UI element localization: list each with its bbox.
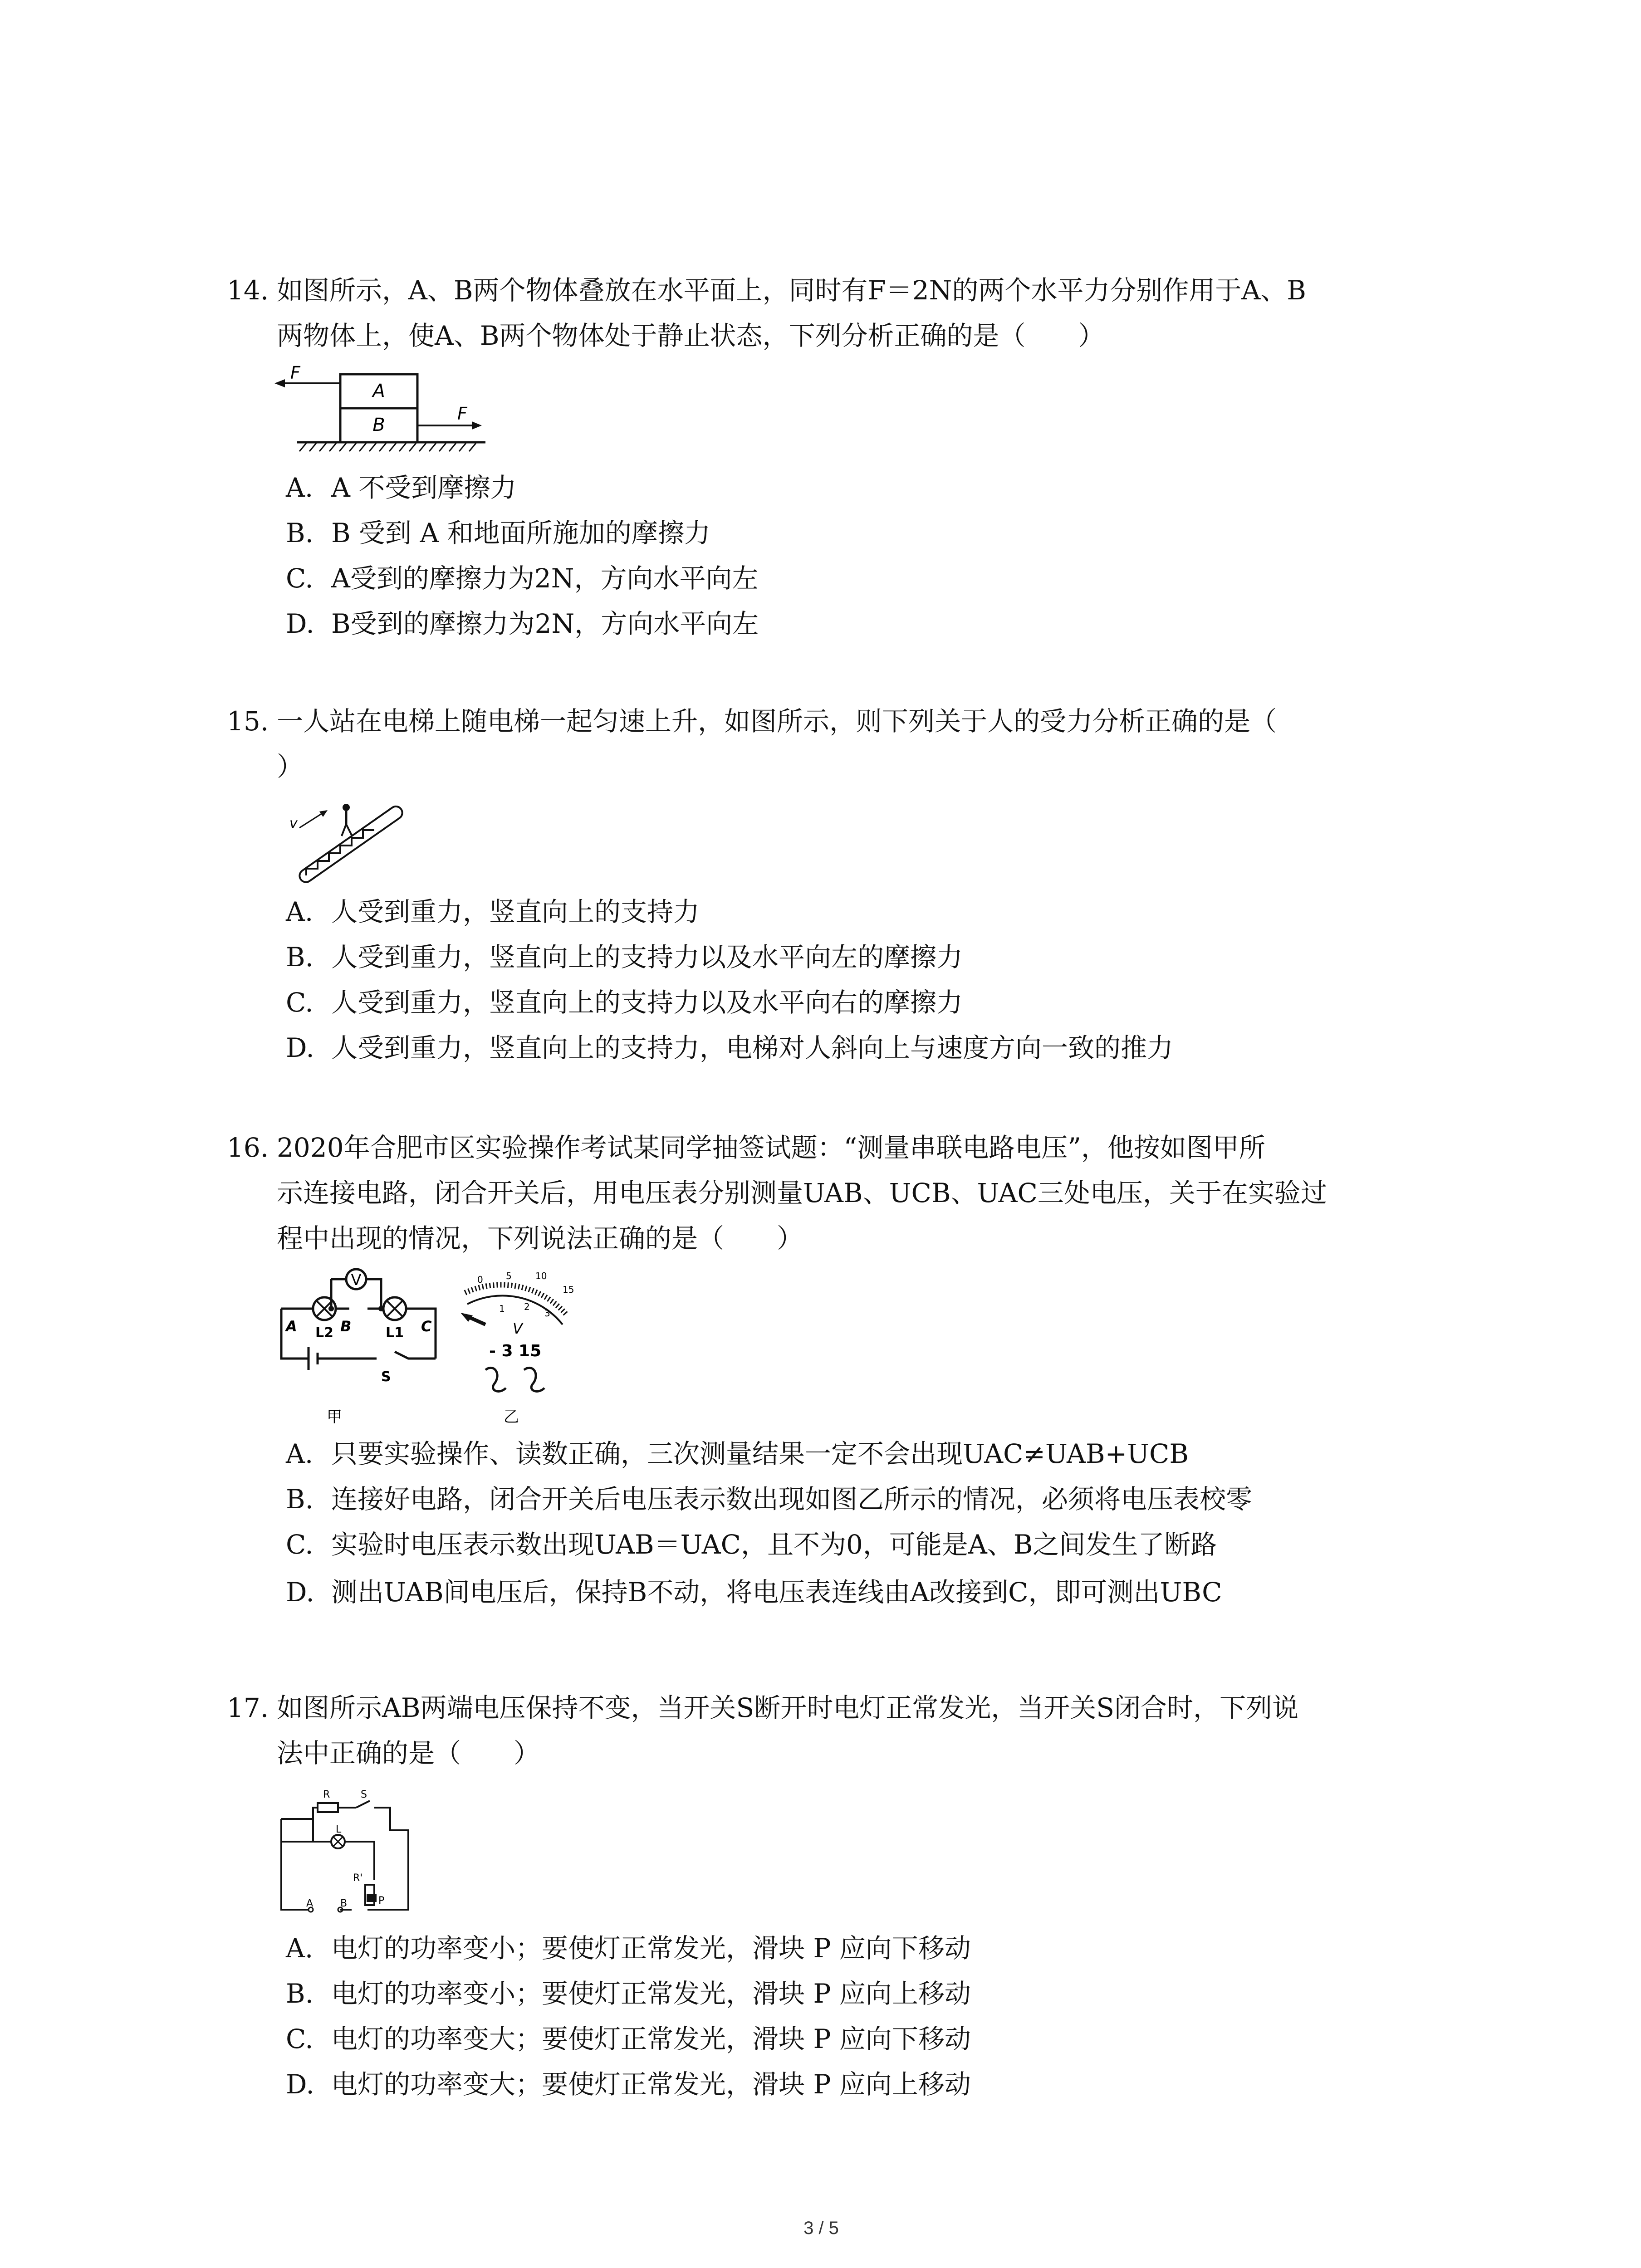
q16-option-b[interactable]: B. 连接好电路，闭合开关后电压表示数出现如图乙所示的情况，必须将电压表校零: [286, 1484, 1253, 1515]
q14-stem-1: 如图所示，A、B两个物体叠放在水平面上，同时有F＝2N的两个水平力分别作用于A、B: [277, 275, 1306, 306]
circuit-jia: [281, 1279, 436, 1370]
meter-lead-2: [524, 1368, 544, 1391]
svg-text:5: 5: [506, 1271, 512, 1281]
escalator-steps: [306, 830, 374, 875]
q15-option-d[interactable]: D. 人受到重力，竖直向上的支持力，电梯对人斜向上与速度方向一致的推力: [286, 1032, 1174, 1063]
q14-option-b[interactable]: B. B 受到 A 和地面所施加的摩擦力: [286, 518, 710, 548]
question-15: [227, 699, 1452, 789]
terminal-b-label: B: [340, 1898, 348, 1909]
person-head: [343, 804, 350, 811]
slider-p-label: P: [378, 1895, 385, 1906]
lamp-label: L: [336, 1824, 342, 1835]
q16-number: 16.: [227, 1132, 269, 1163]
q17-figure-circuit: [272, 1785, 436, 1921]
figure-yi-label: 乙: [504, 1408, 519, 1426]
ground-hatch: [299, 443, 476, 451]
q15-option-b[interactable]: B. 人受到重力，竖直向上的支持力以及水平向左的摩擦力: [286, 942, 963, 973]
q14-line-1: [227, 268, 1452, 313]
velocity-label: v: [289, 816, 298, 831]
svg-text:1: 1: [499, 1303, 505, 1314]
lamp-l1-label: L1: [386, 1325, 404, 1341]
circuit-lines: [281, 1801, 408, 1910]
q15-number: 15.: [227, 706, 269, 737]
q14-option-a[interactable]: A. A 不受到摩擦力: [286, 472, 517, 503]
q17-stem-1: 如图所示AB两端电压保持不变，当开关S断开时电灯正常发光，当开关S闭合时，下列说: [277, 1692, 1298, 1723]
resistor-r-label: R: [323, 1789, 330, 1800]
terminal-a-label: A: [306, 1898, 314, 1909]
question-16: [227, 1125, 1452, 1261]
q17-number: 17.: [227, 1692, 269, 1723]
page-number: 3 / 5: [803, 2218, 839, 2238]
block-a-label: A: [372, 381, 385, 401]
q16-line-1: [227, 1125, 1452, 1170]
q16-stem-3: 程中出现的情况，下列说法正确的是（ ）: [277, 1223, 803, 1254]
force-right-label: F: [457, 404, 467, 424]
q16-option-a[interactable]: A. 只要实验操作、读数正确，三次测量结果一定不会出现UAC≠UAB+UCB: [286, 1438, 1189, 1469]
q15-line-1: [227, 699, 1452, 744]
svg-text:10: 10: [535, 1271, 547, 1281]
force-left-label: F: [290, 363, 300, 383]
q16-stem-2: 示连接电路，闭合开关后，用电压表分别测量UAB、UCB、UAC三处电压，关于在实验过: [277, 1178, 1327, 1208]
block-b-label: B: [372, 415, 385, 435]
lamp-l1-icon: [383, 1297, 406, 1320]
q15-figure-escalator: [281, 796, 417, 887]
svg-text:2: 2: [524, 1301, 530, 1312]
q14-option-d[interactable]: D. B受到的摩擦力为2N，方向水平向左: [286, 608, 759, 639]
q17-stem-2: 法中正确的是（ ）: [277, 1738, 540, 1769]
q17-line-1: [227, 1685, 1452, 1730]
figure-jia-label: 甲: [327, 1408, 342, 1426]
q16-figure-circuit: [272, 1266, 590, 1429]
rheostat-label: R': [353, 1872, 363, 1884]
question-17: [227, 1685, 1452, 1776]
meter-lead-1: [485, 1368, 506, 1391]
q17-option-b[interactable]: B. 电灯的功率变小；要使灯正常发光，滑块 P 应向上移动: [286, 1978, 971, 2009]
q14-figure-blocks: [272, 363, 490, 463]
question-14: [227, 268, 1452, 358]
switch-label: S: [381, 1369, 391, 1385]
q17-option-d[interactable]: D. 电灯的功率变大；要使灯正常发光，滑块 P 应向上移动: [286, 2069, 971, 2100]
voltmeter-label: V: [351, 1271, 362, 1289]
node-b-label: B: [340, 1318, 352, 1335]
node-c-label: C: [421, 1318, 432, 1335]
svg-text:15: 15: [563, 1284, 574, 1295]
q15-stem-2: ）: [277, 751, 304, 782]
q15-option-a[interactable]: A. 人受到重力，竖直向上的支持力: [286, 896, 700, 927]
switch-s-label: S: [361, 1789, 367, 1800]
voltmeter-dial: [460, 1271, 574, 1391]
meter-unit-label: V: [513, 1320, 523, 1337]
lamp-l2-label: L2: [315, 1325, 333, 1341]
q15-stem-1: 一人站在电梯上随电梯一起匀速上升，如图所示，则下列关于人的受力分析正确的是（: [277, 706, 1277, 737]
q16-option-d[interactable]: D. 测出UAB间电压后，保持B不动，将电压表连线由A改接到C，即可测出UBC: [286, 1577, 1222, 1608]
slider-p-icon: [367, 1894, 377, 1902]
q17-option-c[interactable]: C. 电灯的功率变大；要使灯正常发光，滑块 P 应向下移动: [286, 2024, 971, 2054]
q14-option-c[interactable]: C. A受到的摩擦力为2N，方向水平向左: [286, 563, 759, 594]
resistor-r-icon: [318, 1803, 338, 1812]
q17-option-a[interactable]: A. 电灯的功率变小；要使灯正常发光，滑块 P 应向下移动: [286, 1933, 971, 1964]
velocity-arrow: [299, 812, 324, 828]
q16-option-c[interactable]: C. 实验时电压表示数出现UAB＝UAC，且不为0，可能是A、B之间发生了断路: [286, 1529, 1217, 1560]
q16-stem-1: 2020年合肥市区实验操作考试某同学抽签试题：“测量串联电路电压”，他按如图甲所: [277, 1132, 1265, 1163]
svg-text:3: 3: [544, 1308, 550, 1319]
svg-text:0: 0: [477, 1274, 483, 1285]
node-a-label: A: [286, 1318, 297, 1335]
q14-stem-2: 两物体上，使A、B两个物体处于静止状态，下列分析正确的是（ ）: [277, 320, 1105, 351]
lamp-icon: [331, 1835, 345, 1848]
q14-number: 14.: [227, 275, 269, 306]
q15-option-c[interactable]: C. 人受到重力，竖直向上的支持力以及水平向右的摩擦力: [286, 987, 963, 1018]
meter-terminals: - 3 15: [489, 1342, 542, 1360]
